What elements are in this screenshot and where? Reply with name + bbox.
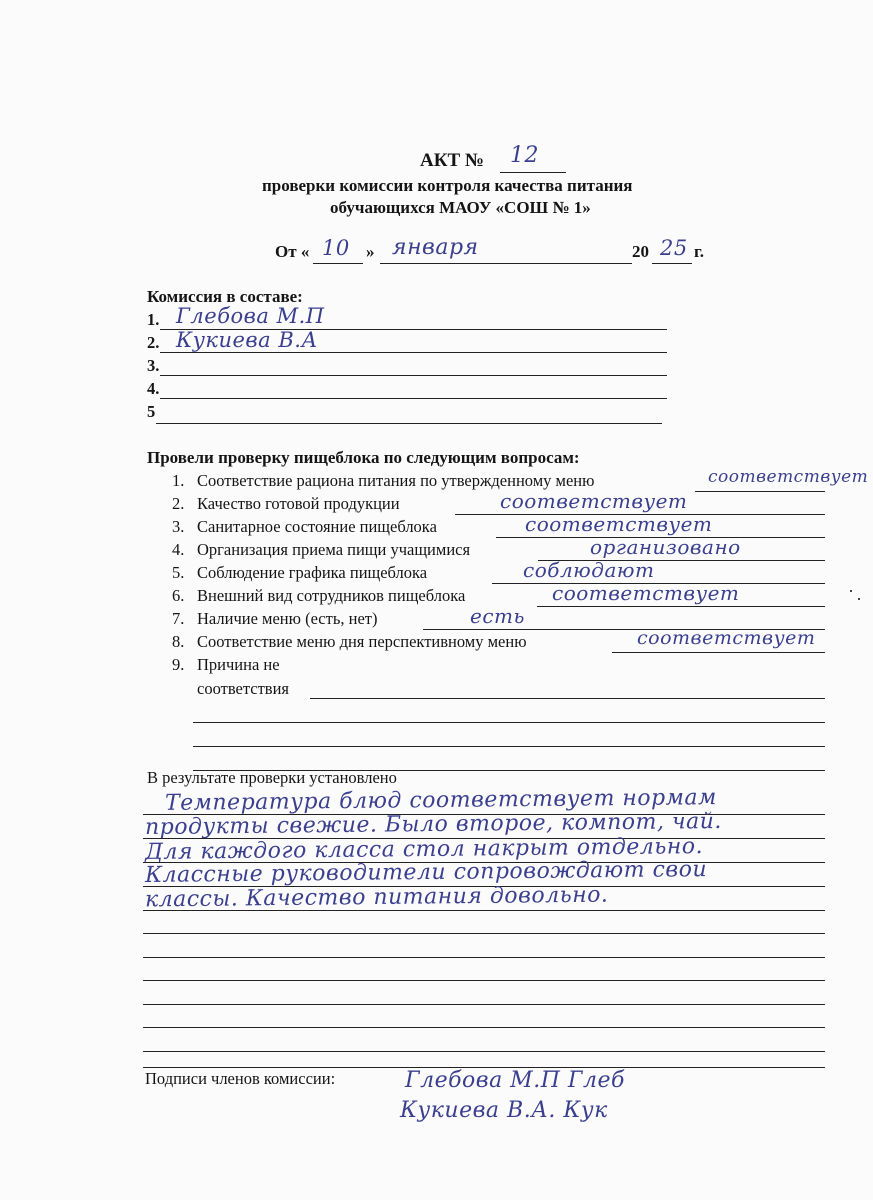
date-day-underline — [313, 263, 363, 264]
result-line — [143, 957, 825, 958]
check-label: Соблюдение графика пищеблока — [197, 563, 428, 582]
member-number: 5 — [147, 402, 156, 421]
result-line — [143, 1051, 825, 1052]
result-line — [143, 910, 825, 911]
date-year-underline — [652, 263, 692, 264]
member-line — [160, 398, 667, 399]
check-number: 5. — [172, 563, 185, 582]
result-line — [143, 1004, 825, 1005]
check-answer: соблюдают — [523, 558, 655, 582]
check-answer: соответствует — [552, 581, 740, 605]
result-line — [143, 1027, 825, 1028]
signatures-label: Подписи членов комиссии: — [145, 1069, 336, 1088]
reason-line — [193, 722, 825, 723]
act-number-underline — [500, 172, 566, 173]
member-name: Кукиева В.А — [176, 328, 318, 352]
checks-heading: Провели проверку пищеблока по следующим вопросам: — [147, 448, 580, 467]
check-answer: соответствует — [637, 627, 816, 649]
date-year-prefix: 20 — [632, 242, 649, 261]
reason-label-1: Причина не — [197, 655, 280, 674]
result-line — [143, 980, 825, 981]
subtitle-line-2: обучающихся МАОУ «СОШ № 1» — [330, 198, 591, 217]
check-answer: соответствует — [525, 512, 713, 536]
member-number: 1. — [147, 310, 160, 329]
date-year-suffix: 25 — [660, 236, 688, 260]
check-number: 2. — [172, 494, 185, 513]
date-year-label: г. — [694, 242, 705, 261]
date-month: января — [392, 235, 479, 260]
check-number: 9. — [172, 655, 185, 674]
result-heading: В результате проверки установлено — [147, 768, 397, 787]
check-number: 4. — [172, 540, 185, 559]
check-answer: соответствует — [708, 467, 869, 487]
check-label: Соответствие рациона питания по утвержденному меню — [197, 471, 595, 490]
check-label: Внешний вид сотрудников пищеблока — [197, 586, 466, 605]
act-number: 12 — [510, 143, 539, 168]
check-number: 6. — [172, 586, 185, 605]
member-name: Глебова М.П — [176, 304, 325, 328]
date-day-close: » — [366, 242, 375, 261]
subtitle-line-1: проверки комиссии контроля качества питания — [262, 176, 633, 195]
date-day: 10 — [322, 236, 350, 260]
act-label: АКТ № — [420, 150, 485, 171]
scan-speck — [858, 598, 860, 600]
check-answer: организовано — [590, 535, 741, 559]
signature-line: Кукиева В.А. Кук — [400, 1098, 608, 1123]
check-answer: соответствует — [500, 489, 688, 513]
check-label: Организация приема пищи учащимися — [197, 540, 471, 559]
member-line — [160, 375, 667, 376]
member-number: 4. — [147, 379, 160, 398]
commission-heading: Комиссия в составе: — [147, 287, 303, 306]
result-text-line: Для каждого класса стол накрыт отдельно. — [144, 834, 704, 865]
member-line — [160, 352, 667, 353]
date-month-underline — [380, 263, 632, 264]
check-label: Качество готовой продукции — [197, 494, 400, 513]
check-label: Наличие меню (есть, нет) — [197, 609, 378, 628]
check-label: Санитарное состояние пищеблока — [197, 517, 437, 536]
result-text-line: продукты свежие. Было второе, компот, чай. — [144, 808, 722, 841]
reason-label-2: соответствия — [197, 679, 289, 698]
check-answer-line — [695, 491, 825, 492]
check-answer: есть — [470, 604, 525, 628]
result-text-line: Температура блюд соответствует нормам — [164, 785, 717, 816]
result-text-line: классы. Качество питания довольно. — [144, 882, 609, 913]
result-text-line: Классные руководители сопровождают свои — [144, 857, 708, 888]
check-number: 1. — [172, 471, 185, 490]
reason-line — [310, 698, 825, 699]
check-label: Соответствие меню дня перспективному меню — [197, 632, 527, 651]
reason-line — [193, 746, 825, 747]
check-number: 7. — [172, 609, 185, 628]
member-number: 3. — [147, 356, 160, 375]
check-number: 3. — [172, 517, 185, 536]
member-number: 2. — [147, 333, 160, 352]
scan-speck — [850, 590, 852, 592]
check-answer-line — [612, 652, 825, 653]
check-answer-line — [537, 606, 825, 607]
member-line — [156, 423, 662, 424]
result-line — [143, 933, 825, 934]
signature-line: Глебова М.П Глеб — [405, 1068, 625, 1093]
check-number: 8. — [172, 632, 185, 651]
date-prefix: От « — [275, 242, 310, 261]
